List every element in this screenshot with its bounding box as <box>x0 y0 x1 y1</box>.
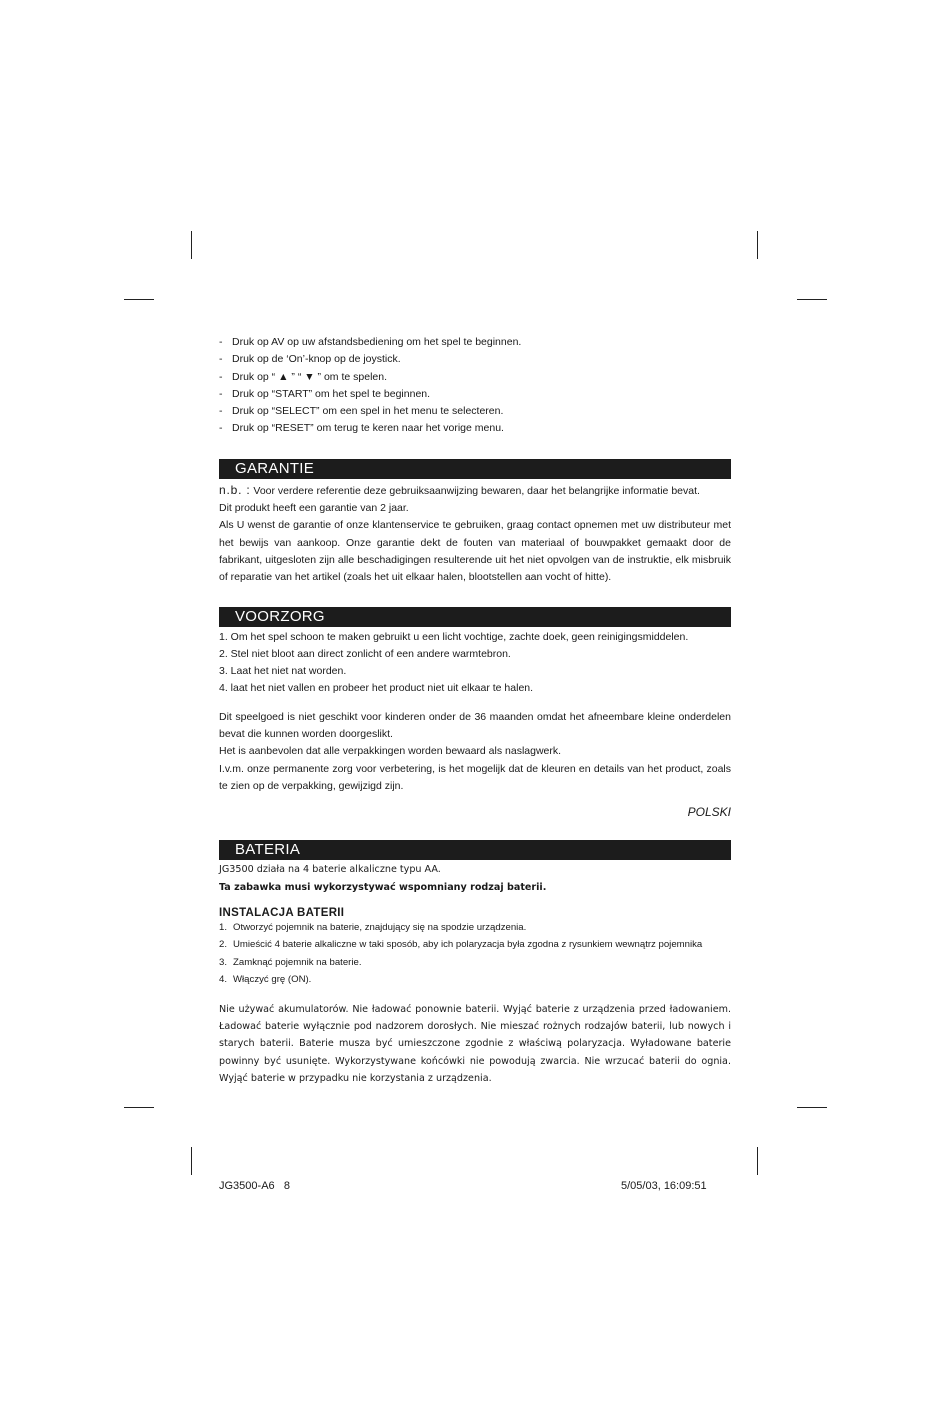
garantie-duration: Dit produkt heeft een garantie van 2 jaar. <box>219 502 409 515</box>
list-item: - Druk op “ ▲ ” “ ▼ ” om te spelen. <box>219 370 387 383</box>
voorzorg-item: 3. Laat het niet nat worden. <box>219 665 347 678</box>
garantie-nb <box>219 482 731 500</box>
list-item: - Druk op “START” om het spel te beginnen. <box>219 387 431 400</box>
crop-mark-top-right-horizontal <box>797 299 827 300</box>
installation-heading: INSTALACJA BATERII <box>219 907 345 920</box>
voorzorg-packaging-note: Het is aanbevolen dat alle verpakkingen worden bewaard als naslagwerk. <box>219 745 562 758</box>
instruction-list <box>219 334 731 438</box>
list-item: - Druk op “RESET” om terug te keren naar het vorige menu. <box>219 422 504 435</box>
crop-mark-top-left-vertical <box>191 231 192 259</box>
crop-mark-bottom-left-horizontal <box>124 1107 154 1108</box>
voorzorg-improvement-note: I.v.m. onze permanente zorg voor verbetering, is het mogelijk dat de kleuren en details van het product, zoals te zien op de verpakking, gewijzigd zijn. <box>219 762 731 792</box>
footer-right: 5/05/03, 16:09:51 <box>621 1180 707 1192</box>
list-item: 1. Otworzyć pojemnik na baterie, znajdujący się na spodzie urządzenia. <box>219 922 527 934</box>
list-item: 3. Zamknąć pojemnik na baterie. <box>219 956 362 968</box>
bateria-type: JG3500 działa na 4 baterie alkaliczne typu AA. <box>219 864 441 876</box>
document-page <box>219 334 731 1088</box>
list-item: 2. Umieścić 4 baterie alkaliczne w taki sposób, aby ich polaryzacja była zgodna z rysunkiem wewnątrz pojemnika <box>219 939 703 951</box>
crop-mark-bottom-left-vertical <box>191 1147 192 1175</box>
bateria-requirement: Ta zabawka musi wykorzystywać wspomniany rodzaj baterii. <box>219 881 547 893</box>
crop-mark-top-right-vertical <box>757 231 758 259</box>
crop-mark-bottom-right-vertical <box>757 1147 758 1175</box>
nb-label: n.b. : <box>219 482 251 497</box>
list-item: - Druk op “SELECT” om een spel in het menu te selecteren. <box>219 405 504 418</box>
list-item: - Druk op de ‘On’-knop op de joystick. <box>219 353 401 366</box>
voorzorg-item: 1. Om het spel schoon te maken gebruikt u een licht vochtige, zachte doek, geen reinigingsmiddelen. <box>219 630 689 643</box>
list-item: - Druk op AV op uw afstandsbediening om het spel te beginnen. <box>219 336 522 348</box>
installation-steps <box>219 919 731 989</box>
crop-mark-top-left-horizontal <box>124 299 154 300</box>
garantie-details: Als U wenst de garantie of onze klantenservice te gebruiken, graag contact opnemen met uw distributeur met het bewijs van aankoop. Onze garantie dekt de fouten van materiaal of bouwpakket gemaakt door de fabrikant, uitgesloten zijn alle beschadigingen resulterende uit het niet opvolgen van de instruktie, elk misbruik of reparatie van het artikel (zoals het uit elkaar halen, blootstellen aan vocht of hitte). <box>219 519 731 584</box>
voorzorg-item: 4. laat het niet vallen en probeer het product niet uit elkaar te halen. <box>219 682 534 695</box>
voorzorg-age-warning: Dit speelgoed is niet geschikt voor kinderen onder de 36 maanden omdat het afneembare kleine onderdelen bevat die kunnen worden doorgeslikt. <box>219 710 731 741</box>
language-label: POLSKI <box>687 805 731 820</box>
voorzorg-heading: VOORZORG <box>219 607 731 627</box>
footer-left: JG3500-A6 8 <box>219 1180 290 1192</box>
garantie-heading: GARANTIE <box>219 459 731 479</box>
bateria-heading: BATERIA <box>219 840 731 860</box>
voorzorg-item: 2. Stel niet bloot aan direct zonlicht of een andere warmtebron. <box>219 647 511 660</box>
list-item: 4. Włączyć grę (ON). <box>219 974 312 986</box>
nb-text: Voor verdere referentie deze gebruiksaanwijzing bewaren, daar het belangrijke informatie bevat. <box>253 484 700 497</box>
crop-mark-bottom-right-horizontal <box>797 1107 827 1108</box>
battery-safety-warning: Nie używać akumulatorów. Nie ładować ponownie baterii. Wyjąć baterie z urządzenia przed ładowaniem. Ładować baterie wyłącznie pod nadzorem dorosłych. Nie mieszać rożnych rodzajów baterii, lub nowych i starych baterii. Baterie musza być umieszczone zgodnie z właściwą polaryzacja. Wyładowane baterie powinny być usunięte. Wykorzystywane końcówki nie powodują zwarcia. Nie wrzucać baterii do ognia. Wyjąć baterie w przypadku nie korzystania z urządzenia. <box>219 1003 731 1085</box>
